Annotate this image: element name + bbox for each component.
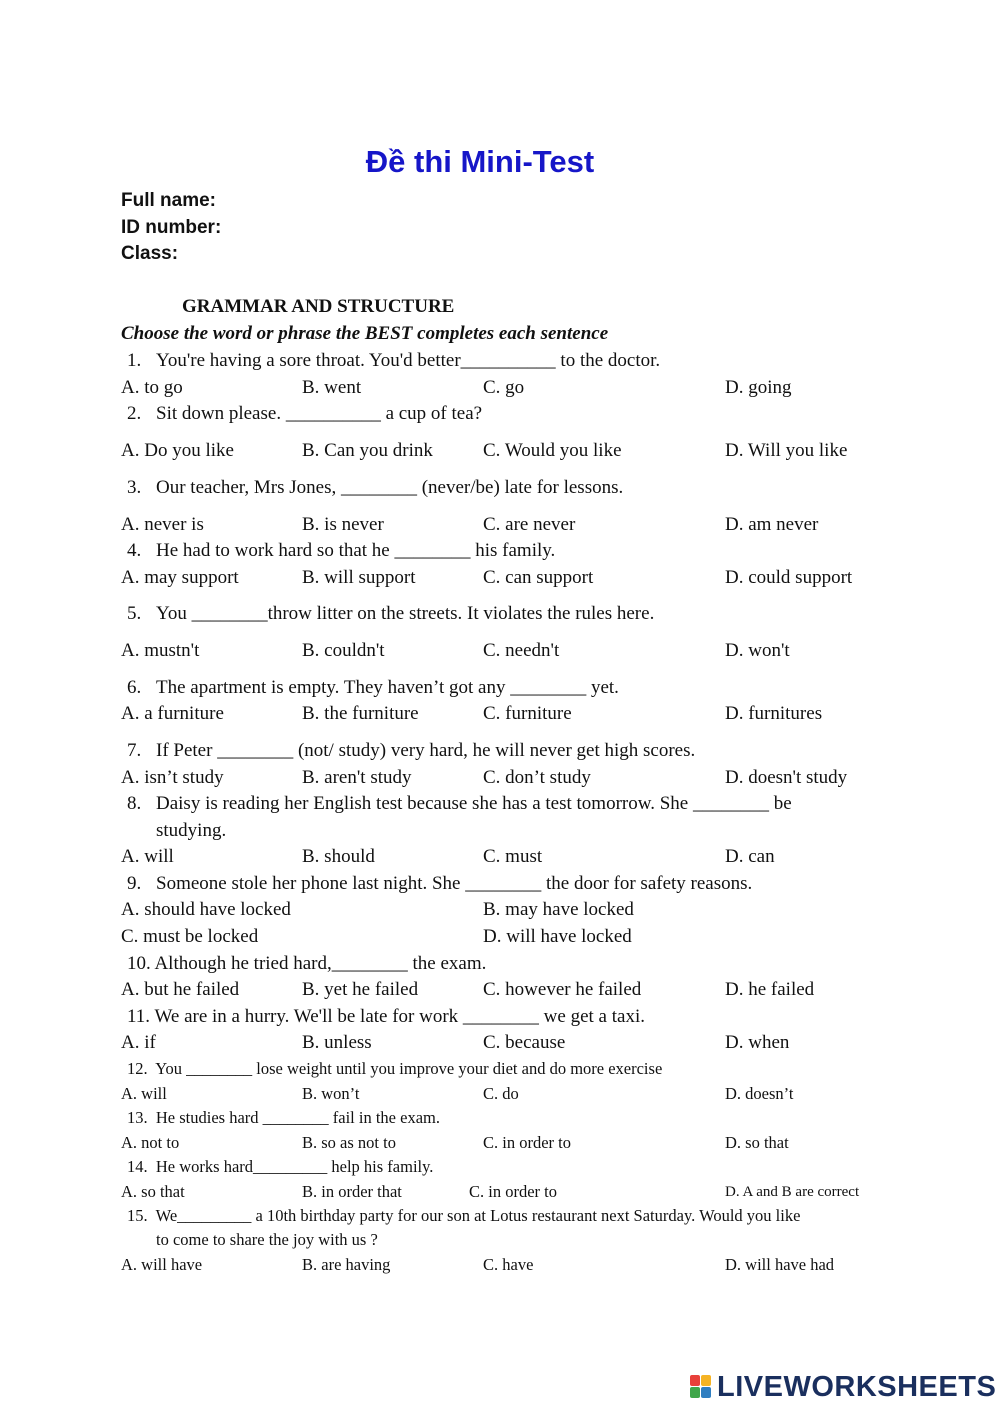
q9-option-a[interactable]: A. should have locked <box>121 899 291 920</box>
q12-option-a[interactable]: A. will <box>121 1084 167 1103</box>
question-number: 14. <box>127 1157 148 1176</box>
q7-option-a[interactable]: A. isn’t study <box>121 767 224 788</box>
q15-option-d[interactable]: D. will have had <box>725 1255 835 1274</box>
question-text: Our teacher, Mrs Jones, ________ (never/be) late for lessons. <box>156 477 624 498</box>
question-text: We are in a hurry. We'll be late for work ________ we get a taxi. <box>154 1006 645 1027</box>
question-text: Someone stole her phone last night. She ________ the door for safety reasons. <box>156 873 753 894</box>
q1-option-b[interactable]: B. went <box>302 377 362 398</box>
question-15 <box>127 1206 800 1226</box>
instructions: Choose the word or phrase the BEST completes each sentence <box>121 323 609 344</box>
q11-option-c[interactable]: C. because <box>483 1032 566 1053</box>
question-15-continuation: to come to share the joy with us ? <box>156 1230 378 1249</box>
q2-option-b[interactable]: B. Can you drink <box>302 440 433 461</box>
q1-option-a[interactable]: A. to go <box>121 377 183 398</box>
q14-option-a[interactable]: A. so that <box>121 1182 185 1201</box>
question-7 <box>127 740 695 762</box>
question-number: 3. <box>127 477 142 498</box>
q3-option-a[interactable]: A. never is <box>121 514 204 535</box>
q13-option-c[interactable]: C. in order to <box>483 1133 571 1152</box>
full-name-label: Full name: <box>121 190 217 211</box>
q5-option-c[interactable]: C. needn't <box>483 640 560 661</box>
q8-option-c[interactable]: C. must <box>483 846 543 867</box>
q6-option-a[interactable]: A. a furniture <box>121 703 224 724</box>
q6-option-b[interactable]: B. the furniture <box>302 703 419 724</box>
q12-option-b[interactable]: B. won’t <box>302 1084 360 1103</box>
q10-option-c[interactable]: C. however he failed <box>483 979 642 1000</box>
q4-option-d[interactable]: D. could support <box>725 567 853 588</box>
question-text: Sit down please. __________ a cup of tea? <box>156 403 483 424</box>
question-text: Daisy is reading her English test because she has a test tomorrow. She ________ be <box>156 793 792 814</box>
q3-option-d[interactable]: D. am never <box>725 514 819 535</box>
question-number: 9. <box>127 873 142 894</box>
q11-option-d[interactable]: D. when <box>725 1032 790 1053</box>
q10-option-b[interactable]: B. yet he failed <box>302 979 419 1000</box>
q1-option-c[interactable]: C. go <box>483 377 525 398</box>
q13-option-a[interactable]: A. not to <box>121 1133 180 1152</box>
question-text: The apartment is empty. They haven’t got any ________ yet. <box>156 677 619 698</box>
logo-blocks-icon <box>690 1375 712 1399</box>
question-10 <box>127 953 486 975</box>
question-8-continuation: studying. <box>156 820 227 841</box>
q4-option-b[interactable]: B. will support <box>302 567 416 588</box>
question-number: 2. <box>127 403 142 424</box>
q2-option-c[interactable]: C. Would you like <box>483 440 622 461</box>
question-number: 7. <box>127 740 142 761</box>
q12-option-c[interactable]: C. do <box>483 1084 519 1103</box>
logo-text: LIVEWORKSHEETS <box>717 1370 997 1403</box>
q5-option-a[interactable]: A. mustn't <box>121 640 200 661</box>
question-8 <box>127 793 792 815</box>
q13-option-d[interactable]: D. so that <box>725 1133 789 1152</box>
question-number: 12. <box>127 1059 148 1078</box>
question-text: He works hard_________ help his family. <box>155 1157 434 1176</box>
question-3 <box>127 477 623 499</box>
q15-option-c[interactable]: C. have <box>483 1255 534 1274</box>
id-number-label: ID number: <box>121 217 222 238</box>
q6-option-d[interactable]: D. furnitures <box>725 703 823 724</box>
q11-option-b[interactable]: B. unless <box>302 1032 372 1053</box>
liveworksheets-logo[interactable] <box>690 1372 996 1402</box>
question-number: 8. <box>127 793 142 814</box>
question-number: 13. <box>127 1108 148 1127</box>
question-number: 1. <box>127 350 142 371</box>
q9-option-d[interactable]: D. will have locked <box>483 926 632 947</box>
q14-option-c[interactable]: C. in order to <box>469 1182 557 1201</box>
section-heading: GRAMMAR AND STRUCTURE <box>182 296 455 317</box>
question-text: You ________ lose weight until you improve your diet and do more exercise <box>155 1059 663 1078</box>
q3-option-b[interactable]: B. is never <box>302 514 384 535</box>
question-number: 5. <box>127 603 142 624</box>
q4-option-a[interactable]: A. may support <box>121 567 239 588</box>
question-number: 4. <box>127 540 142 561</box>
question-text: If Peter ________ (not/ study) very hard, he will never get high scores. <box>156 740 696 761</box>
q7-option-c[interactable]: C. don’t study <box>483 767 591 788</box>
q5-option-d[interactable]: D. won't <box>725 640 790 661</box>
question-4 <box>127 540 555 562</box>
question-2 <box>127 403 482 425</box>
q5-option-b[interactable]: B. couldn't <box>302 640 385 661</box>
question-11 <box>127 1006 645 1028</box>
question-13 <box>127 1108 440 1128</box>
question-number: 6. <box>127 677 142 698</box>
question-number: 10. <box>127 953 151 974</box>
q7-option-b[interactable]: B. aren't study <box>302 767 412 788</box>
q15-option-a[interactable]: A. will have <box>121 1255 203 1274</box>
question-text: We_________ a 10th birthday party for our son at Lotus restaurant next Saturday. Would you like <box>155 1206 801 1225</box>
q7-option-d[interactable]: D. doesn't study <box>725 767 848 788</box>
question-9 <box>127 873 752 895</box>
q3-option-c[interactable]: C. are never <box>483 514 576 535</box>
question-6 <box>127 677 619 699</box>
q14-option-d[interactable]: D. A and B are correct <box>725 1184 860 1200</box>
q12-option-d[interactable]: D. doesn’t <box>725 1084 794 1103</box>
q6-option-c[interactable]: C. furniture <box>483 703 572 724</box>
question-12 <box>127 1059 662 1079</box>
question-14 <box>127 1157 433 1177</box>
page-title: Đề thi Mini-Test <box>365 144 595 179</box>
question-number: 15. <box>127 1206 148 1225</box>
q8-option-d[interactable]: D. can <box>725 846 775 867</box>
question-5 <box>127 603 654 625</box>
q1-option-d[interactable]: D. going <box>725 377 792 398</box>
q11-option-a[interactable]: A. if <box>121 1032 156 1053</box>
q14-option-b[interactable]: B. in order that <box>302 1182 402 1201</box>
question-number: 11. <box>127 1006 151 1027</box>
q10-option-a[interactable]: A. but he failed <box>121 979 240 1000</box>
question-1 <box>127 350 660 372</box>
q2-option-d[interactable]: D. Will you like <box>725 440 848 461</box>
question-text: He had to work hard so that he ________ his family. <box>156 540 556 561</box>
question-text: He studies hard ________ fail in the exam. <box>155 1108 440 1127</box>
q15-option-b[interactable]: B. are having <box>302 1255 391 1274</box>
q8-option-b[interactable]: B. should <box>302 846 375 867</box>
q2-option-a[interactable]: A. Do you like <box>121 440 234 461</box>
question-text: You're having a sore throat. You'd better__________ to the doctor. <box>156 350 661 371</box>
q9-option-c[interactable]: C. must be locked <box>121 926 259 947</box>
question-text: Although he tried hard,________ the exam. <box>154 953 487 974</box>
q10-option-d[interactable]: D. he failed <box>725 979 815 1000</box>
question-text: You ________throw litter on the streets. It violates the rules here. <box>156 603 655 624</box>
q4-option-c[interactable]: C. can support <box>483 567 594 588</box>
q13-option-b[interactable]: B. so as not to <box>302 1133 396 1152</box>
class-label: Class: <box>121 243 179 264</box>
q9-option-b[interactable]: B. may have locked <box>483 899 634 920</box>
q8-option-a[interactable]: A. will <box>121 846 174 867</box>
